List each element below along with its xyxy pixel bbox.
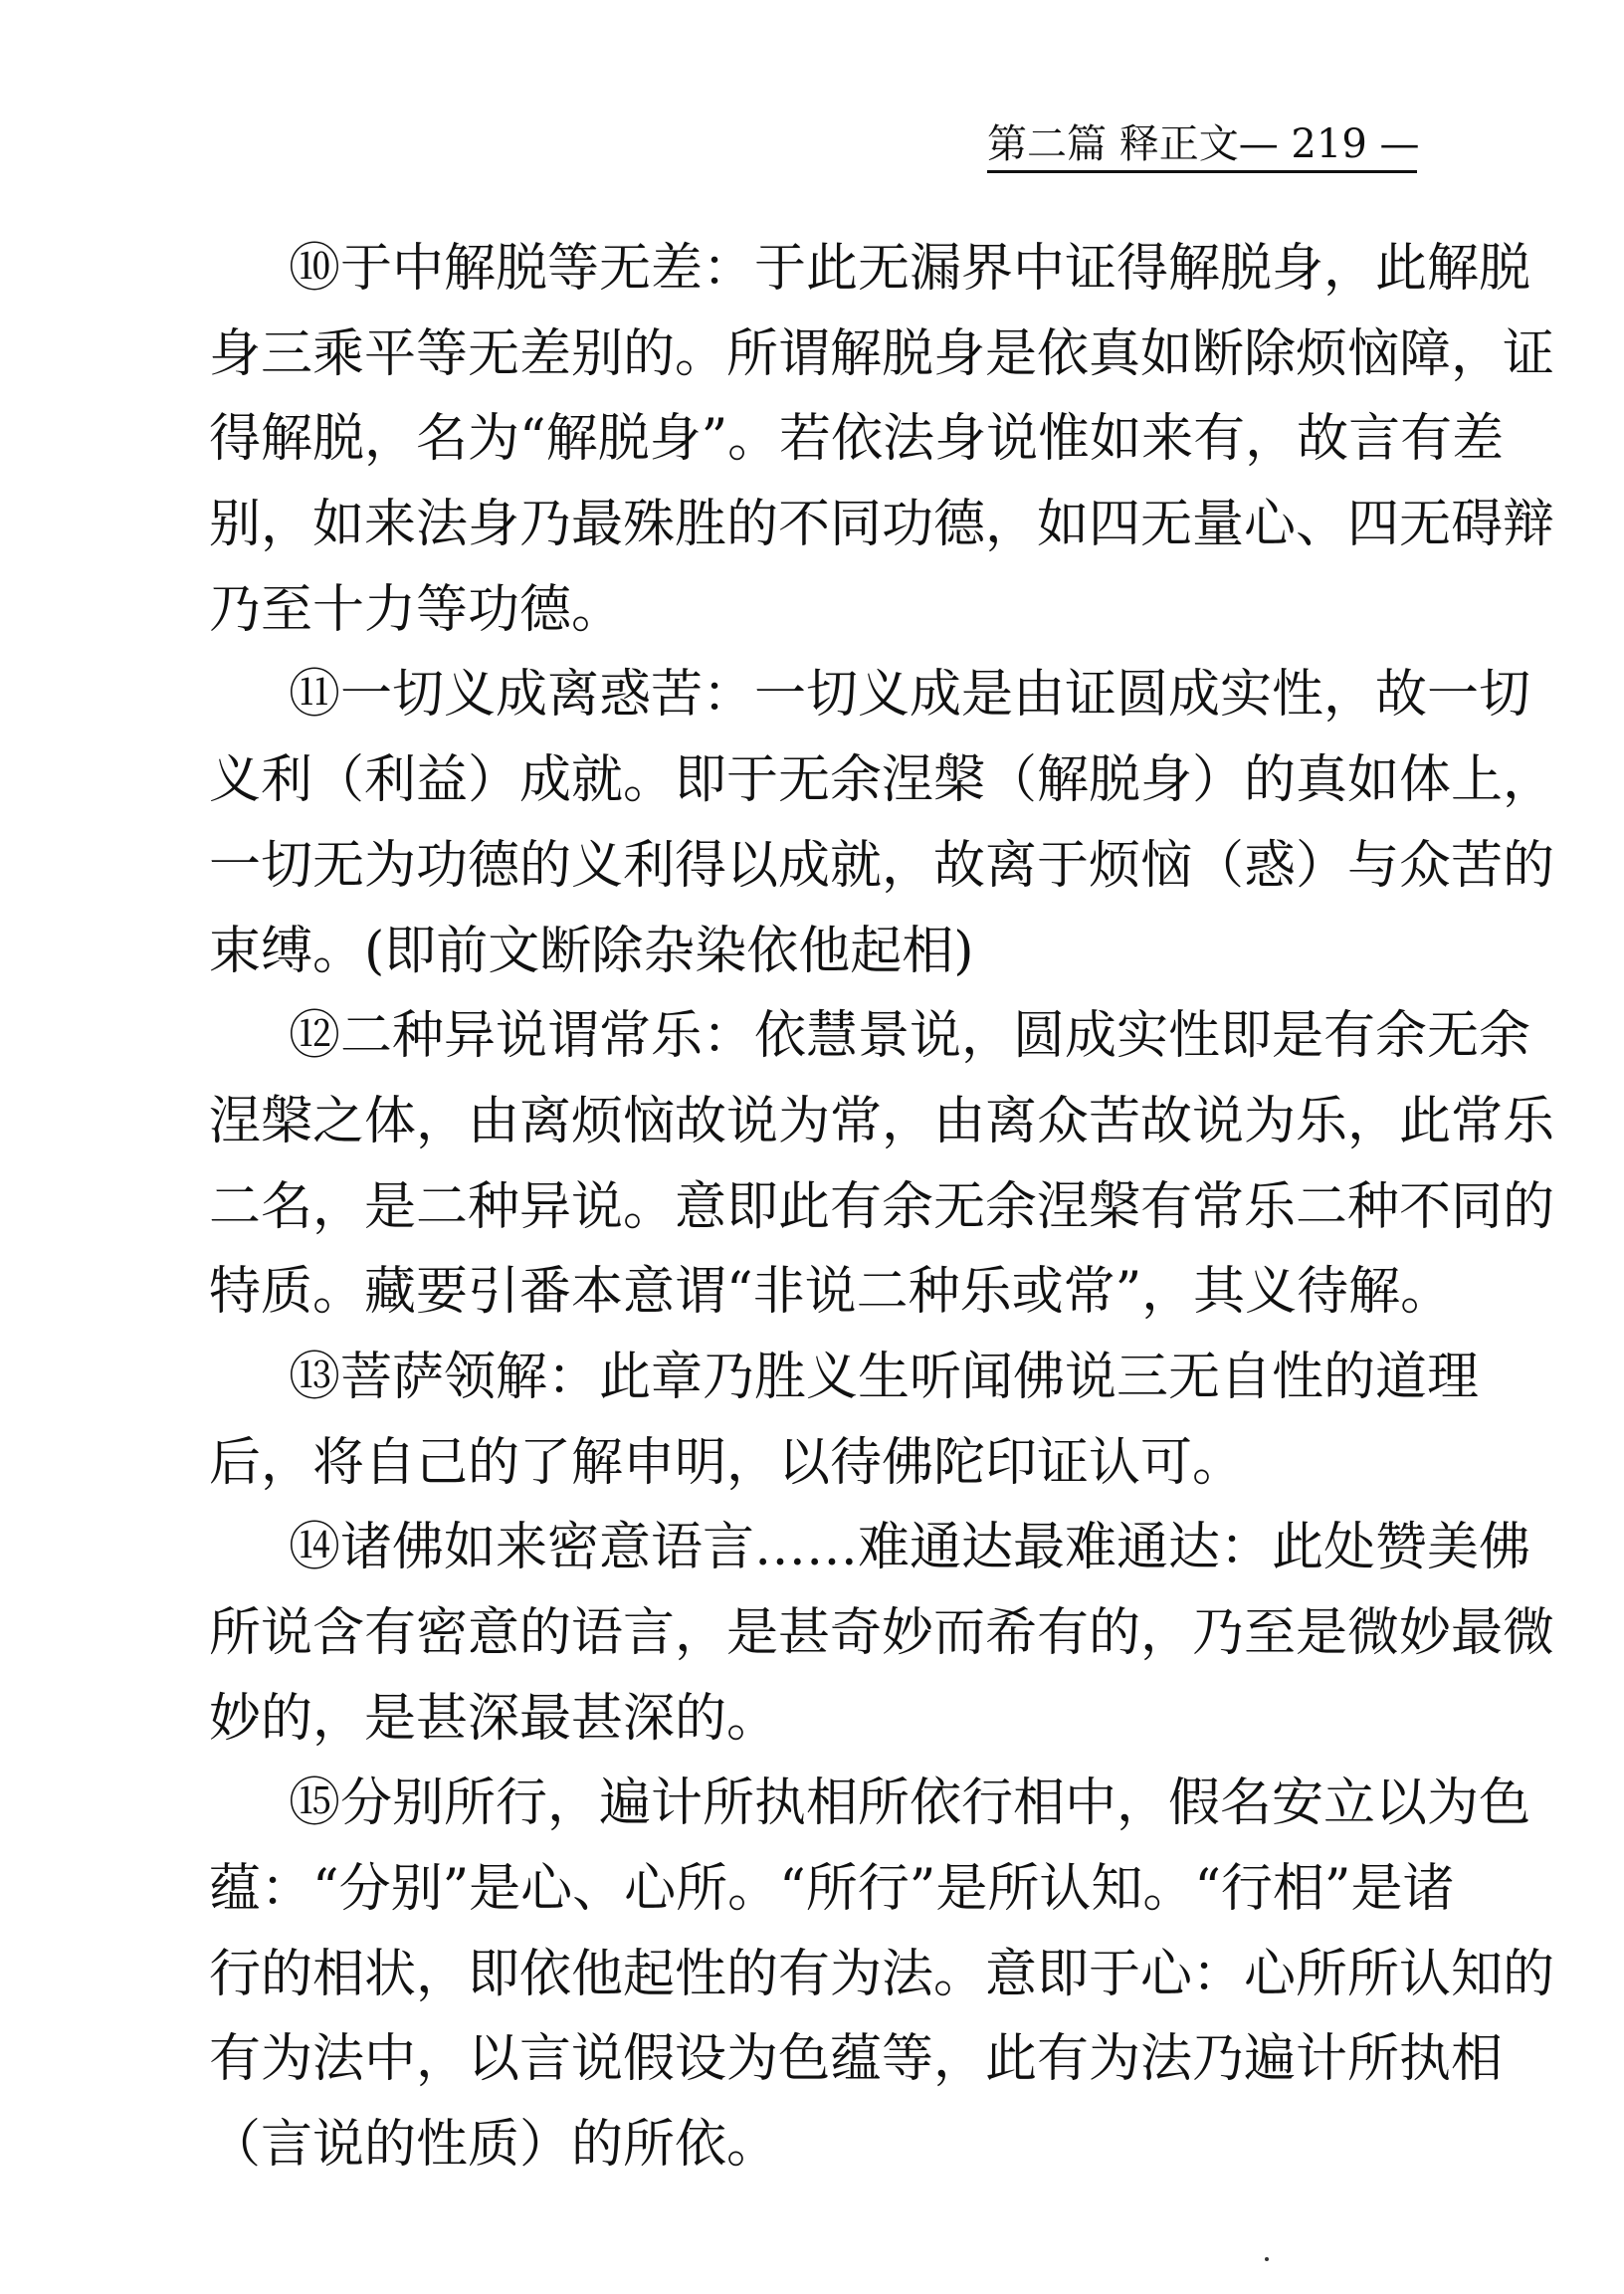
- paragraph-first-line: ⑩于中解脱等无差：于此无漏界中证得解脱身，此解脱: [289, 239, 1531, 299]
- paragraph-line: 乃至十力等功德。: [209, 579, 624, 640]
- paragraph-line: 束缚。(即前文断除杂染依他起相): [209, 921, 974, 981]
- paragraph-line: 别，如来法身乃最殊胜的不同功德，如四无量心、四无碍辩: [209, 495, 1555, 555]
- page-number: — 219 —: [1238, 121, 1420, 167]
- paragraph-line: 得解脱，名为“解脱身”。若依法身说惟如来有，故言有差: [209, 409, 1505, 470]
- paragraph-line: 蕴：“分别”是心、心所。“所行”是所认知。“行相”是诸: [209, 1859, 1455, 1920]
- paragraph-first-line: ⑬菩萨领解：此章乃胜义生听闻佛说三无自性的道理: [289, 1347, 1480, 1407]
- paragraph-line: 有为法中，以言说假设为色蕴等，此有为法乃遍计所执相: [209, 2029, 1504, 2090]
- paragraph-line: 义利（利益）成就。即于无余涅槃（解脱身）的真如体上，: [209, 750, 1555, 811]
- section-title: 第二篇 释正文: [987, 121, 1239, 167]
- paragraph-first-line: ⑪一切义成离惑苦：一切义成是由证圆成实性，故一切: [289, 665, 1531, 726]
- paragraph-line: 特质。藏要引番本意谓“非说二种乐或常”，其义待解。: [209, 1262, 1453, 1323]
- running-header: [987, 117, 1420, 171]
- paragraph-line: 妙的，是甚深最甚深的。: [209, 1688, 779, 1749]
- paragraph-first-line: ⑮分别所行，遍计所执相所依行相中，假名安立以为色: [289, 1773, 1531, 1834]
- header-rule: [987, 170, 1417, 173]
- paragraph-line: 身三乘平等无差别的。所谓解脱身是依真如断除烦恼障，证: [209, 323, 1555, 384]
- page-body: [209, 227, 1555, 2189]
- paragraph-line: 一切无为功德的义利得以成就，故离于烦恼（惑）与众苦的: [209, 835, 1555, 896]
- paragraph-first-line: ⑫二种异说谓常乐：依慧景说，圆成实性即是有余无余: [289, 1006, 1531, 1067]
- paragraph-line: 行的相状，即依他起性的有为法。意即于心：心所所认知的: [209, 1944, 1555, 2004]
- paragraph-line: 后，将自己的了解申明，以待佛陀印证认可。: [209, 1432, 1245, 1493]
- paragraph-first-line: ⑭诸佛如来密意语言……难通达最难通达：此处赞美佛: [289, 1518, 1531, 1578]
- paragraph-line: 二名，是二种异说。意即此有余无余涅槃有常乐二种不同的: [209, 1176, 1555, 1237]
- paragraph-line: 所说含有密意的语言，是甚奇妙而希有的，乃至是微妙最微: [209, 1603, 1555, 1663]
- paragraph-line: （言说的性质）的所依。: [209, 2115, 779, 2176]
- paragraph-line: 涅槃之体，由离烦恼故说为常，由离众苦故说为乐，此常乐: [209, 1091, 1555, 1151]
- scan-speck: [1265, 2257, 1269, 2261]
